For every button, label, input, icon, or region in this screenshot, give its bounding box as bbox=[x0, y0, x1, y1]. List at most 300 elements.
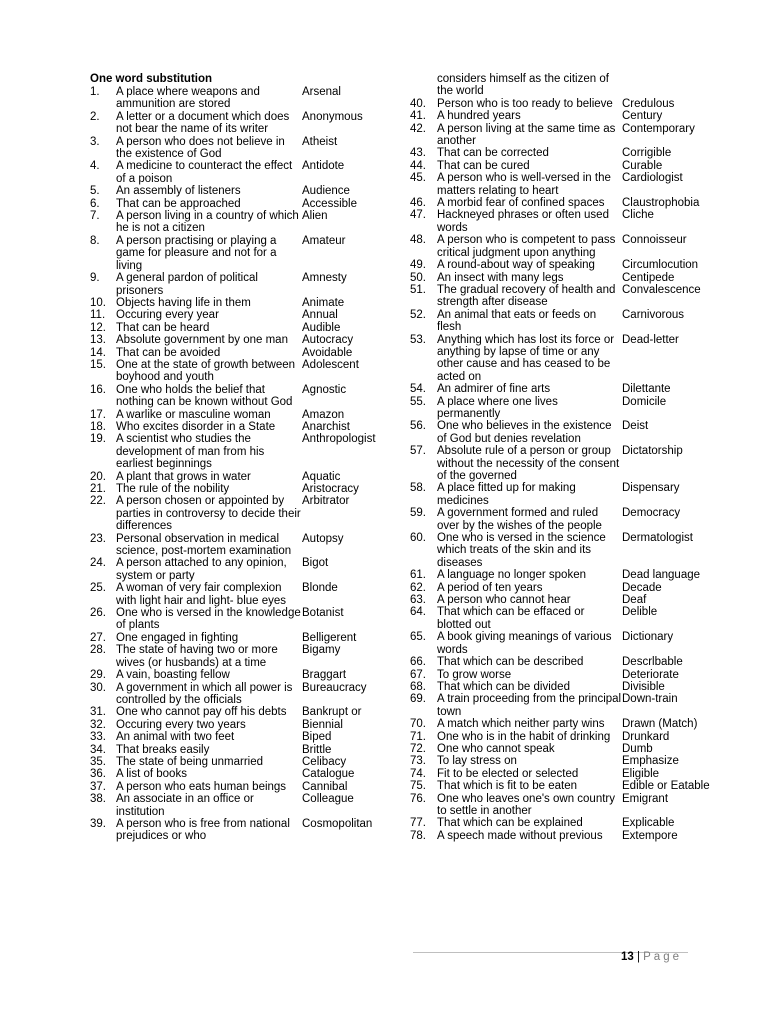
entry-definition: An assembly of listeners bbox=[116, 185, 241, 198]
entry-word: Circumlocution bbox=[622, 259, 699, 272]
entry-definition: Fit to be elected or selected bbox=[437, 767, 579, 780]
entry-number: 5. bbox=[90, 185, 100, 198]
entry-definition: That can be approached bbox=[116, 197, 241, 210]
entry-definition: Occuring every two years bbox=[116, 718, 246, 731]
entry-word: Dead language bbox=[622, 569, 701, 582]
entry-definition: Absolute rule of a person or group without the necessity of the consent of the governed bbox=[437, 445, 620, 482]
list-item bbox=[410, 594, 710, 606]
entry-word: Centipede bbox=[622, 271, 675, 284]
left-column bbox=[90, 73, 390, 843]
entry-number: 52. bbox=[410, 308, 426, 321]
list-item bbox=[90, 607, 390, 632]
list-item bbox=[90, 682, 390, 707]
entry-word: Bureaucracy bbox=[302, 681, 367, 694]
entry-definition: A hundred years bbox=[437, 110, 521, 123]
entry-number: 48. bbox=[410, 234, 426, 247]
entry-definition: One who is versed in the science which treats of the skin and its diseases bbox=[437, 532, 606, 569]
entry-number: 64. bbox=[410, 606, 426, 619]
entry-number: 45. bbox=[410, 172, 426, 185]
entry-word: Cosmopolitan bbox=[302, 817, 373, 830]
entry-word: Biennial bbox=[302, 718, 343, 731]
entry-word: Autocracy bbox=[302, 334, 354, 347]
list-item bbox=[90, 272, 390, 297]
entry-definition: One who leaves one's own country to settle in another bbox=[437, 792, 615, 817]
list-item bbox=[410, 110, 710, 122]
list-item bbox=[410, 420, 710, 445]
list-item bbox=[410, 817, 710, 829]
list-item bbox=[410, 656, 710, 668]
entry-word: Descrlbable bbox=[622, 656, 683, 669]
entry-word: Contemporary bbox=[622, 122, 695, 135]
entry-word: Corrigible bbox=[622, 147, 672, 160]
list-item bbox=[90, 384, 390, 409]
entry-number: 39. bbox=[90, 817, 106, 830]
entry-word: Bigamy bbox=[302, 644, 341, 657]
list-item bbox=[90, 495, 390, 532]
list-item bbox=[90, 533, 390, 558]
list-item bbox=[90, 86, 390, 111]
entry-definition: One who is in the habit of drinking bbox=[437, 730, 611, 743]
list-item bbox=[90, 818, 390, 843]
list-item bbox=[90, 347, 390, 359]
entry-word: Botanist bbox=[302, 607, 344, 620]
entry-definition: A round-about way of speaking bbox=[437, 259, 595, 272]
list-item bbox=[90, 793, 390, 818]
entry-number: 75. bbox=[410, 780, 426, 793]
entry-word: Cardiologist bbox=[622, 172, 683, 185]
entry-number: 77. bbox=[410, 817, 426, 830]
entry-number: 60. bbox=[410, 532, 426, 545]
entry-number: 10. bbox=[90, 296, 106, 309]
entry-word: Braggart bbox=[302, 669, 347, 682]
entry-word: Audible bbox=[302, 321, 341, 334]
continuation-line bbox=[410, 73, 710, 98]
list-item bbox=[410, 743, 710, 755]
list-item bbox=[90, 297, 390, 309]
list-item bbox=[90, 483, 390, 495]
entry-number: 8. bbox=[90, 234, 100, 247]
list-item bbox=[90, 309, 390, 321]
entry-number: 32. bbox=[90, 718, 106, 731]
list-item bbox=[410, 272, 710, 284]
entry-number: 72. bbox=[410, 742, 426, 755]
list-item bbox=[90, 334, 390, 346]
entry-definition: That which can be effaced or blotted out bbox=[437, 606, 585, 631]
entry-number: 24. bbox=[90, 557, 106, 570]
entry-number: 6. bbox=[90, 197, 100, 210]
entry-number: 67. bbox=[410, 668, 426, 681]
entry-definition: A letter or a document which does not bear the name of its writer bbox=[116, 110, 290, 136]
entry-word: Antidote bbox=[302, 160, 345, 173]
entry-definition: A language no longer spoken bbox=[437, 569, 586, 582]
entry-number: 78. bbox=[410, 829, 426, 842]
entry-definition: A medicine to counteract the effect of a poison bbox=[116, 160, 293, 185]
entry-definition: A place where one lives permanently bbox=[437, 395, 558, 420]
list-item bbox=[410, 197, 710, 209]
entry-definition: An animal with two feet bbox=[116, 731, 235, 744]
entry-number: 76. bbox=[410, 792, 426, 805]
entry-number: 14. bbox=[90, 346, 106, 359]
entry-word: Dictatorship bbox=[622, 445, 683, 458]
entry-number: 18. bbox=[90, 420, 106, 433]
entry-definition: A person who is competent to pass critical judgment upon anything bbox=[437, 234, 616, 259]
entry-definition: considers himself as the citizen of the world bbox=[437, 73, 609, 98]
entry-number: 41. bbox=[410, 110, 426, 123]
entry-word: Drawn (Match) bbox=[622, 718, 698, 731]
entry-word: Dictionary bbox=[622, 631, 674, 644]
entry-word: Avoidable bbox=[302, 346, 353, 359]
entry-word: Amateur bbox=[302, 234, 346, 247]
page-number: 13 bbox=[620, 951, 634, 963]
entry-word: Blonde bbox=[302, 582, 338, 595]
list-item bbox=[90, 731, 390, 743]
list-item bbox=[90, 768, 390, 780]
list-item bbox=[410, 768, 710, 780]
entry-word: Biped bbox=[302, 731, 332, 744]
entry-definition: A person attached to any opinion, system or party bbox=[116, 557, 287, 582]
list-item bbox=[410, 445, 710, 482]
entry-word: Dispensary bbox=[622, 482, 680, 495]
entry-word: Aristocracy bbox=[302, 483, 359, 495]
list-item bbox=[90, 719, 390, 731]
entry-number: 68. bbox=[410, 680, 426, 693]
entry-definition: That can be avoided bbox=[116, 346, 221, 359]
list-item bbox=[410, 334, 710, 384]
entry-number: 30. bbox=[90, 681, 106, 694]
entry-number: 71. bbox=[410, 730, 426, 743]
list-item bbox=[90, 781, 390, 793]
entry-number: 7. bbox=[90, 210, 100, 223]
list-item bbox=[90, 706, 390, 718]
entry-number: 54. bbox=[410, 383, 426, 396]
entry-word: Emphasize bbox=[622, 755, 679, 768]
entry-number: 44. bbox=[410, 159, 426, 172]
entry-number: 38. bbox=[90, 793, 106, 806]
entry-word: Emigrant bbox=[622, 792, 669, 805]
entry-word: Dilettante bbox=[622, 383, 671, 396]
entry-number: 50. bbox=[410, 271, 426, 284]
entry-number: 34. bbox=[90, 743, 106, 756]
entry-definition: That breaks easily bbox=[116, 743, 210, 756]
entry-word: Dead-letter bbox=[622, 333, 679, 346]
list-item bbox=[410, 582, 710, 594]
list-item bbox=[90, 185, 390, 197]
entry-word: Explicable bbox=[622, 817, 675, 830]
entry-definition: One who cannot pay off his debts bbox=[116, 706, 287, 719]
entry-definition: A person practising or playing a game for pleasure and not for a living bbox=[116, 234, 277, 272]
entry-word: Claustrophobia bbox=[622, 197, 700, 210]
entry-number: 46. bbox=[410, 197, 426, 210]
entry-word: Edible or Eatable bbox=[622, 780, 710, 793]
entry-number: 2. bbox=[90, 110, 100, 123]
entry-number: 26. bbox=[90, 607, 106, 620]
entry-word: Adolescent bbox=[302, 358, 359, 371]
list-item bbox=[90, 471, 390, 483]
entry-word: Deaf bbox=[622, 594, 647, 607]
entry-definition: An admirer of fine arts bbox=[437, 383, 551, 396]
entry-definition: To grow worse bbox=[437, 668, 512, 681]
entry-definition: The rule of the nobility bbox=[116, 483, 230, 495]
entry-definition: A person living at the same time as another bbox=[437, 122, 616, 148]
entry-word: Audience bbox=[302, 185, 350, 198]
entry-number: 65. bbox=[410, 631, 426, 644]
entry-number: 61. bbox=[410, 569, 426, 582]
list-item bbox=[410, 681, 710, 693]
entry-word: Anonymous bbox=[302, 110, 363, 123]
entry-word: Bankrupt or bbox=[302, 706, 362, 719]
entry-number: 37. bbox=[90, 780, 106, 793]
entry-number: 58. bbox=[410, 482, 426, 495]
entry-number: 11. bbox=[90, 309, 106, 322]
entry-number: 69. bbox=[410, 693, 426, 706]
entry-definition: A government formed and ruled over by the wishes of the people bbox=[437, 507, 602, 532]
entry-definition: Anything which has lost its force or anything by lapse of time or any other cause and has ceased to be acted on bbox=[437, 333, 615, 383]
page-footer bbox=[621, 951, 682, 963]
entry-definition: One who cannot speak bbox=[437, 742, 555, 755]
list-item bbox=[410, 693, 710, 718]
entry-word: Arsenal bbox=[302, 86, 341, 98]
entry-word: Bigot bbox=[302, 557, 329, 570]
entry-number: 74. bbox=[410, 767, 426, 780]
entry-word: Decade bbox=[622, 581, 662, 594]
entry-word: Carnivorous bbox=[622, 308, 684, 321]
entry-word: Down-train bbox=[622, 693, 678, 706]
entry-number: 22. bbox=[90, 495, 106, 508]
entry-word: Democracy bbox=[622, 507, 681, 520]
entry-number: 57. bbox=[410, 445, 426, 458]
list-item bbox=[410, 234, 710, 259]
list-item bbox=[90, 359, 390, 384]
list-item bbox=[90, 198, 390, 210]
list-item bbox=[410, 631, 710, 656]
entry-number: 20. bbox=[90, 470, 106, 483]
entry-definition: A person who eats human beings bbox=[116, 780, 287, 793]
list-item bbox=[90, 111, 390, 136]
entry-definition: A person living in a country of which he is not a citizen bbox=[116, 210, 299, 235]
list-item bbox=[90, 557, 390, 582]
list-item bbox=[410, 780, 710, 792]
entry-number: 23. bbox=[90, 532, 106, 545]
entry-definition: A speech made without previous bbox=[437, 829, 603, 842]
list-item bbox=[90, 136, 390, 161]
entry-definition: Person who is too ready to believe bbox=[437, 97, 613, 110]
section-title: One word substitution bbox=[90, 73, 213, 85]
entry-definition: Hackneyed phrases or often used words bbox=[437, 209, 609, 234]
list-item bbox=[410, 731, 710, 743]
list-item bbox=[90, 433, 390, 470]
list-item bbox=[410, 606, 710, 631]
entry-word: Catalogue bbox=[302, 768, 355, 781]
entry-word: Atheist bbox=[302, 135, 338, 148]
entry-number: 47. bbox=[410, 209, 426, 222]
entry-word: Delible bbox=[622, 606, 658, 619]
entry-definition: A list of books bbox=[116, 768, 187, 781]
entry-definition: An animal that eats or feeds on flesh bbox=[437, 308, 597, 334]
entry-number: 29. bbox=[90, 669, 106, 682]
list-item bbox=[90, 409, 390, 421]
entry-word: Drunkard bbox=[622, 730, 670, 743]
entry-definition: Personal observation in medical science, post-mortem examination bbox=[116, 532, 292, 558]
entry-number: 43. bbox=[410, 147, 426, 160]
list-item bbox=[90, 744, 390, 756]
entry-number: 56. bbox=[410, 420, 426, 433]
list-item bbox=[410, 569, 710, 581]
entry-word: Convalescence bbox=[622, 283, 701, 296]
entry-word: Eligible bbox=[622, 767, 660, 780]
entry-number: 25. bbox=[90, 582, 106, 595]
entry-word: Credulous bbox=[622, 97, 675, 110]
entry-number: 59. bbox=[410, 507, 426, 520]
entry-word: Annual bbox=[302, 309, 338, 322]
entry-definition: To lay stress on bbox=[437, 755, 517, 768]
entry-number: 55. bbox=[410, 395, 426, 408]
list-item bbox=[410, 284, 710, 309]
list-item bbox=[90, 669, 390, 681]
entry-number: 4. bbox=[90, 160, 100, 173]
entry-definition: A person who is free from national prejudices or who bbox=[116, 817, 290, 843]
page-separator: | bbox=[633, 951, 644, 963]
list-item bbox=[90, 644, 390, 669]
entry-definition: That which is fit to be eaten bbox=[437, 780, 577, 793]
list-item bbox=[410, 98, 710, 110]
entry-definition: One who believes in the existence of God but denies revelation bbox=[437, 420, 612, 445]
entry-word: Celibacy bbox=[302, 755, 347, 768]
entry-number: 63. bbox=[410, 594, 426, 607]
list-item bbox=[90, 235, 390, 272]
entry-definition: A book giving meanings of various words bbox=[437, 631, 612, 656]
entry-word: Belligerent bbox=[302, 631, 357, 644]
entry-number: 15. bbox=[90, 358, 106, 371]
list-item bbox=[410, 396, 710, 421]
entry-definition: One who is versed in the knowledge of plants bbox=[116, 607, 301, 632]
list-item bbox=[410, 669, 710, 681]
list-item bbox=[90, 582, 390, 607]
entry-number: 53. bbox=[410, 333, 426, 346]
entry-definition: An insect with many legs bbox=[437, 271, 564, 284]
entry-definition: Objects having life in them bbox=[116, 296, 251, 309]
list-item bbox=[410, 160, 710, 172]
list-item bbox=[410, 718, 710, 730]
entry-word: Cannibal bbox=[302, 780, 348, 793]
entry-definition: A person chosen or appointed by parties in controversy to decide their differences bbox=[116, 495, 301, 533]
entry-number: 1. bbox=[90, 86, 100, 98]
entry-word: Deist bbox=[622, 420, 649, 433]
entry-number: 3. bbox=[90, 135, 100, 148]
entry-number: 28. bbox=[90, 644, 106, 657]
list-item bbox=[410, 793, 710, 818]
entry-definition: One engaged in fighting bbox=[116, 631, 239, 644]
entry-word: Animate bbox=[302, 296, 345, 309]
entry-word: Dumb bbox=[622, 742, 653, 755]
entry-definition: That can be corrected bbox=[437, 147, 549, 160]
entry-definition: That which can be explained bbox=[437, 817, 583, 830]
entry-word: Brittle bbox=[302, 743, 332, 756]
entry-word: Aquatic bbox=[302, 470, 341, 483]
entry-number: 12. bbox=[90, 321, 106, 334]
list-item bbox=[90, 756, 390, 768]
entry-definition: A train proceeding from the principal town bbox=[437, 693, 622, 718]
entry-word: Alien bbox=[302, 210, 328, 223]
entry-definition: An associate in an office or institution bbox=[116, 793, 254, 818]
entry-definition: A government in which all power is controlled by the officials bbox=[116, 681, 293, 706]
entry-number: 17. bbox=[90, 408, 106, 421]
entry-number: 31. bbox=[90, 706, 106, 719]
list-item bbox=[410, 209, 710, 234]
list-item bbox=[90, 421, 390, 433]
list-item bbox=[90, 322, 390, 334]
entry-definition: That can be cured bbox=[437, 159, 530, 172]
entry-definition: A plant that grows in water bbox=[116, 470, 251, 483]
entry-word: Curable bbox=[622, 159, 663, 172]
entry-number: 13. bbox=[90, 334, 106, 347]
list-item bbox=[410, 309, 710, 334]
entry-number: 40. bbox=[410, 97, 426, 110]
entry-definition: One at the state of growth between boyhood and youth bbox=[116, 358, 296, 384]
entry-definition: A warlike or masculine woman bbox=[116, 408, 271, 421]
entry-number: 36. bbox=[90, 768, 106, 781]
entry-number: 70. bbox=[410, 718, 426, 731]
entry-word: Extempore bbox=[622, 829, 678, 842]
entry-definition: Absolute government by one man bbox=[116, 334, 288, 347]
entry-word: Divisible bbox=[622, 680, 665, 693]
entry-definition: A place fitted up for making medicines bbox=[437, 482, 576, 507]
entry-word: Amnesty bbox=[302, 272, 347, 285]
entry-word: Domicile bbox=[622, 395, 667, 408]
entry-definition: A scientist who studies the development of man from his earliest beginnings bbox=[116, 433, 265, 471]
entry-definition: A general pardon of political prisoners bbox=[116, 272, 258, 297]
entry-word: Accessible bbox=[302, 197, 357, 210]
entry-number: 49. bbox=[410, 259, 426, 272]
entry-definition: A person who is well-versed in the matters relating to heart bbox=[437, 172, 611, 197]
entry-definition: That which can be divided bbox=[437, 680, 570, 693]
entry-number: 35. bbox=[90, 755, 106, 768]
entry-number: 66. bbox=[410, 656, 426, 669]
list-item bbox=[410, 147, 710, 159]
entry-definition: Who excites disorder in a State bbox=[116, 420, 276, 433]
entry-number: 19. bbox=[90, 433, 106, 446]
list-item bbox=[410, 755, 710, 767]
list-item bbox=[90, 632, 390, 644]
entry-number: 73. bbox=[410, 755, 426, 768]
entry-number: 16. bbox=[90, 383, 106, 396]
list-item bbox=[410, 172, 710, 197]
list-item bbox=[410, 259, 710, 271]
entry-word: Autopsy bbox=[302, 532, 344, 545]
entry-word: Connoisseur bbox=[622, 234, 687, 247]
list-item bbox=[410, 123, 710, 148]
entry-definition: One who holds the belief that nothing can be known without God bbox=[116, 383, 293, 409]
entry-definition: That can be heard bbox=[116, 321, 210, 334]
entry-number: 33. bbox=[90, 731, 106, 744]
list-item bbox=[410, 482, 710, 507]
entry-definition: A vain, boasting fellow bbox=[116, 669, 230, 682]
entry-definition: The state of being unmarried bbox=[116, 755, 264, 768]
entry-number: 62. bbox=[410, 581, 426, 594]
entry-word: Colleague bbox=[302, 793, 354, 806]
entry-number: 27. bbox=[90, 631, 106, 644]
entry-definition: A woman of very fair complexion with light hair and light- blue eyes bbox=[116, 582, 287, 607]
list-item bbox=[90, 160, 390, 185]
entry-word: Amazon bbox=[302, 408, 345, 421]
entry-number: 9. bbox=[90, 272, 100, 285]
entry-definition: A match which neither party wins bbox=[437, 718, 605, 731]
list-item bbox=[410, 830, 710, 842]
entry-definition: A person who does not believe in the existence of God bbox=[116, 135, 285, 161]
entry-definition: A place where weapons and ammunition are stored bbox=[116, 86, 260, 111]
entry-word: Anarchist bbox=[302, 420, 350, 433]
list-item bbox=[410, 507, 710, 532]
entry-word: Deteriorate bbox=[622, 668, 679, 681]
